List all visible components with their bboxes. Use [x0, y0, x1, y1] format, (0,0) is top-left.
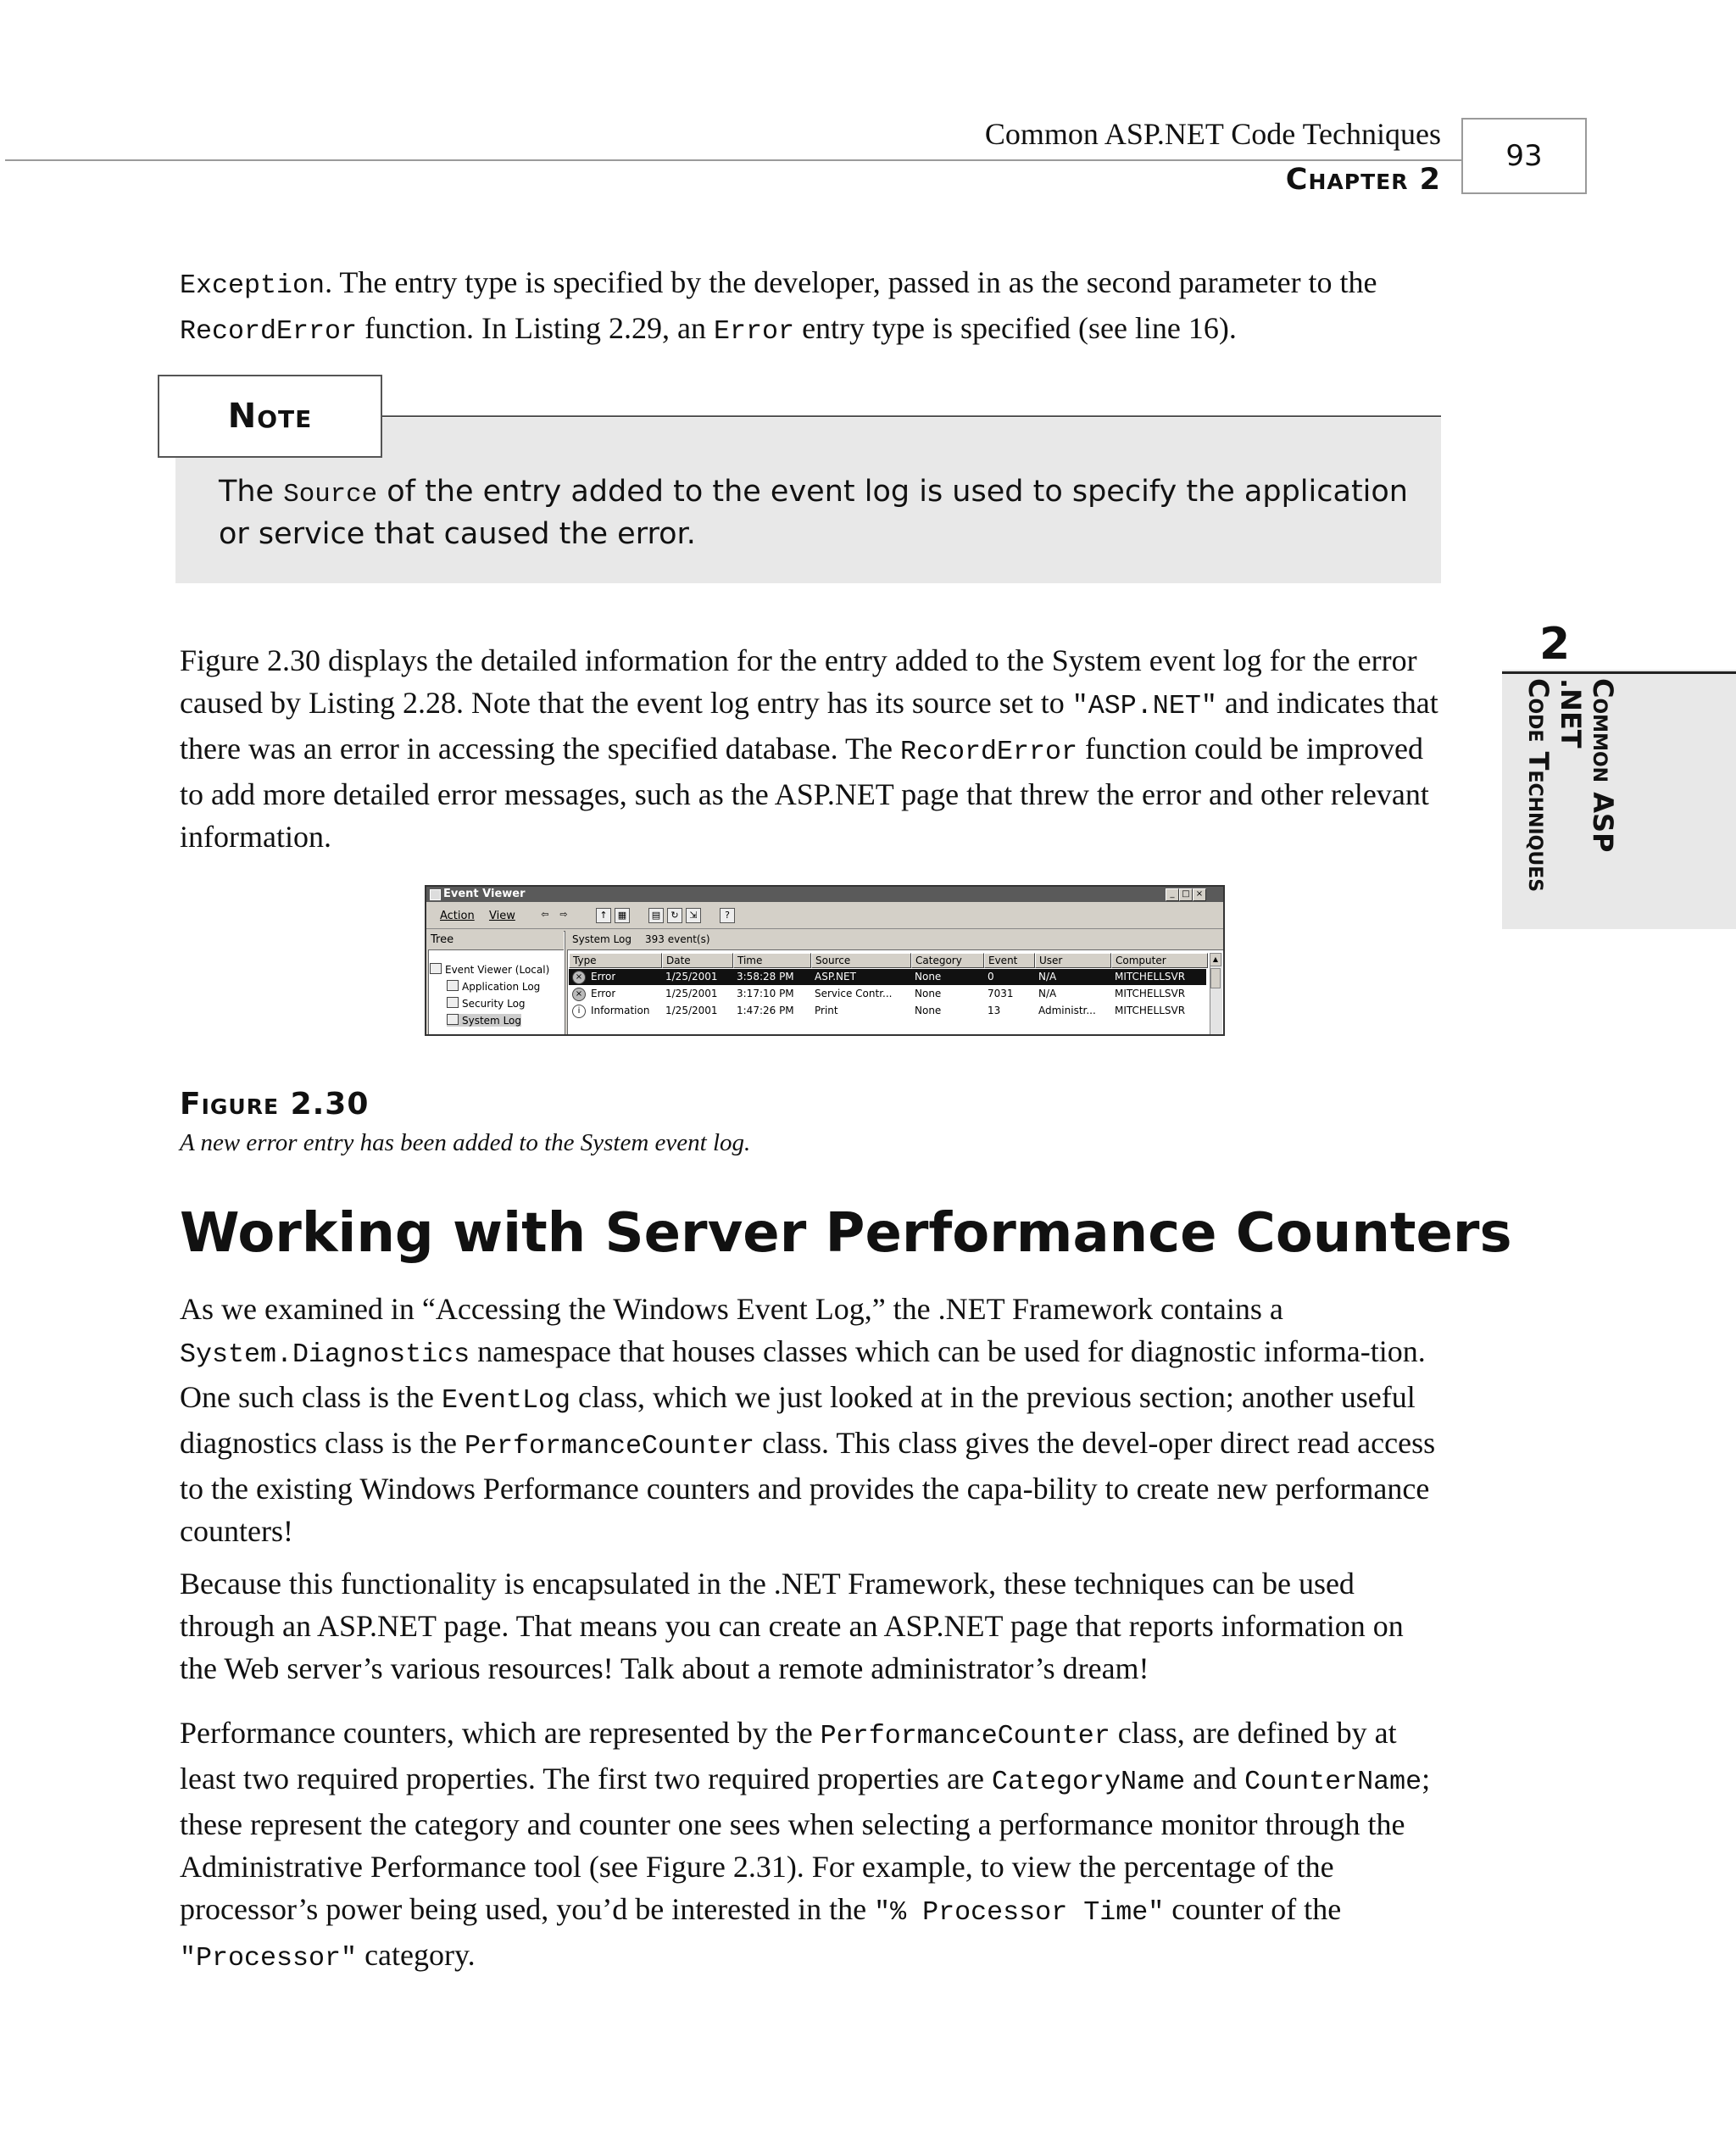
- ev-row-0: [569, 969, 1206, 985]
- text-run: and: [1185, 1762, 1245, 1795]
- note-rule: [381, 415, 1441, 417]
- tree-item-label: Application Log: [462, 981, 541, 993]
- scroll-up-icon: ▲: [1210, 953, 1221, 966]
- ev-cell-event: 0: [988, 971, 994, 983]
- ev-cell-type: Information: [591, 1005, 650, 1016]
- ev-window-title: Event Viewer: [443, 888, 526, 900]
- log-icon: [447, 980, 459, 991]
- ev-col-source: Source: [811, 953, 911, 968]
- inline-code: EventLog: [441, 1385, 570, 1416]
- text-run: class, which we just looked at in the previous section; another useful diagnostics class is the: [180, 1380, 1416, 1460]
- ev-cell-date: 1/25/2001: [665, 1005, 718, 1016]
- text-run: As we examined in “Accessing the Windows Event Log,” the .NET Framework contains a: [180, 1292, 1283, 1326]
- ev-row-2: [569, 1003, 1206, 1019]
- forward-arrow-icon: ⇨: [559, 909, 568, 920]
- inline-code: PerformanceCounter: [464, 1431, 755, 1461]
- inline-code: PerformanceCounter: [820, 1721, 1110, 1751]
- ev-cell-computer: MITCHELLSVR: [1115, 971, 1186, 983]
- ev-event-count: 393 event(s): [645, 933, 710, 945]
- ev-cell-time: 3:58:28 PM: [737, 971, 794, 983]
- ev-cell-time: 1:47:26 PM: [737, 1005, 794, 1016]
- paragraph-intro: [180, 261, 1443, 353]
- note-label: Note: [158, 375, 382, 458]
- ev-cell-event: 7031: [988, 988, 1014, 999]
- paragraph-counters-3: [180, 1712, 1443, 1979]
- text-run: . The entry type is specified by the developer, passed in as the second parameter to the: [325, 265, 1377, 299]
- text-run: ; these represent the category and counter one sees when selecting a performance monitor through the Administrative Performance tool (see Figure 2.31). For example, to view the percentage of the processor’s power being used, you’d be interested in the: [180, 1762, 1431, 1926]
- export-icon: ⇲: [686, 908, 701, 923]
- ev-app-icon: [430, 889, 441, 900]
- up-folder-icon: ↑: [596, 908, 611, 923]
- ev-cell-category: None: [915, 971, 942, 983]
- text-run: of the entry added to the event log is used to specify the application or service that caused the error.: [219, 475, 1408, 551]
- refresh-icon: ↻: [667, 908, 682, 923]
- paragraph-figure-description: [180, 639, 1443, 858]
- inline-code: "Processor": [180, 1943, 358, 1974]
- note-text: [219, 472, 1422, 554]
- text-run: class. This class gives the devel-oper direct read access to the existing Windows Performance counters and provides the capa-bility to create new performance counters!: [180, 1426, 1436, 1548]
- ev-cell-user: N/A: [1038, 988, 1057, 999]
- ev-cell-type: Error: [591, 988, 616, 999]
- ev-col-user: User: [1035, 953, 1111, 968]
- figure-label: Figure 2.30: [180, 1087, 370, 1122]
- text-run: category.: [357, 1938, 476, 1972]
- ev-cell-category: None: [915, 988, 942, 999]
- text-run: function. In Listing 2.29, an: [357, 311, 715, 345]
- inline-code: Exception: [180, 270, 326, 301]
- maximize-icon: □: [1179, 888, 1193, 901]
- header-rule: [5, 159, 1461, 161]
- log-icon: [447, 1014, 459, 1025]
- text-run: entry type is specified (see line 16).: [794, 311, 1237, 345]
- text-run: Figure 2.30 displays the detailed information for the entry added to the System event log for the error caused by Listing 2.28. Note that the event log entry has its source set to: [180, 643, 1417, 720]
- side-tab-rule: [1502, 671, 1736, 674]
- tree-item-label: Event Viewer (Local): [445, 964, 550, 976]
- paragraph-counters-2: Because this functionality is encapsulated in the .NET Framework, these techniques can be used through an ASP.NET page. That means you can create an ASP.NET page that reports information on the Web server’s various resources! Talk about a remote administrator’s dream!: [180, 1567, 1404, 1685]
- text-run: namespace that houses classes which can be used for diagnostic informa-tion. One such class is the: [180, 1334, 1426, 1414]
- inline-code: "% Processor Time": [874, 1897, 1165, 1928]
- ev-cell-source: Service Contr...: [815, 988, 893, 999]
- ev-tree-header: [428, 931, 564, 950]
- side-tab-number: 2: [1539, 619, 1571, 670]
- ev-col-category: Category: [911, 953, 984, 968]
- text-run: counter of the: [1164, 1892, 1342, 1926]
- inline-code: RecordError: [180, 316, 358, 347]
- back-arrow-icon: ⇦: [541, 909, 549, 920]
- minimize-icon: _: [1166, 888, 1179, 901]
- ev-cell-category: None: [915, 1005, 942, 1016]
- figure-caption: A new error entry has been added to the System event log.: [180, 1129, 751, 1156]
- ev-cell-event: 13: [988, 1005, 1001, 1016]
- tree-item-event-viewer-local: [430, 963, 549, 976]
- ev-col-computer: Computer: [1111, 953, 1208, 968]
- ev-list-title: System Log: [572, 933, 632, 945]
- tree-item-system-log: [447, 1014, 521, 1027]
- tree-item-label: Security Log: [462, 998, 526, 1010]
- text-run: function could be improved to add more detailed error messages, such as the ASP.NET page that threw the error and other relevant information.: [180, 732, 1429, 854]
- error-icon: ×: [572, 971, 586, 984]
- inline-code: CategoryName: [992, 1767, 1186, 1797]
- ev-cell-user: Administr...: [1038, 1005, 1096, 1016]
- ev-cell-source: ASP.NET: [815, 971, 856, 983]
- inline-code: Error: [714, 316, 795, 347]
- tree-item-security-log: [447, 997, 526, 1010]
- error-icon: ×: [572, 988, 586, 1001]
- ev-col-time: Time: [733, 953, 811, 968]
- side-tab-line-2: Code Techniques: [1522, 678, 1555, 893]
- ev-titlebar: [426, 887, 1223, 902]
- ev-cell-date: 1/25/2001: [665, 988, 718, 999]
- ev-menu-action: Action: [440, 910, 475, 922]
- inline-code: "ASP.NET": [1071, 691, 1217, 721]
- ev-col-event: Event: [984, 953, 1035, 968]
- ev-tree-label: Tree: [431, 933, 454, 946]
- event-viewer-screenshot: [425, 885, 1225, 1036]
- text-run: Performance counters, which are represented by the: [180, 1716, 821, 1750]
- paragraph-counters-1: [180, 1288, 1443, 1552]
- ev-col-date: Date: [662, 953, 733, 968]
- ev-toolbar: [426, 903, 1223, 929]
- text-run: class, are defined by at least two required properties. The first two required properties are: [180, 1716, 1397, 1795]
- ev-cell-type: Error: [591, 971, 616, 983]
- ev-cell-computer: MITCHELLSVR: [1115, 1005, 1186, 1016]
- ev-row-1: [569, 986, 1206, 1002]
- help-icon: ?: [720, 908, 735, 923]
- side-tab-text: [1522, 678, 1619, 924]
- page-number: 93: [1461, 118, 1587, 194]
- side-tab-line-1: Common ASP .NET: [1555, 678, 1619, 853]
- ev-cell-source: Print: [815, 1005, 838, 1016]
- ev-cell-date: 1/25/2001: [665, 971, 718, 983]
- log-icon: [447, 997, 459, 1008]
- text-run: The: [219, 475, 284, 509]
- ev-cell-time: 3:17:10 PM: [737, 988, 794, 999]
- close-icon: ×: [1193, 888, 1206, 901]
- tree-item-application-log: [447, 980, 540, 993]
- section-heading: Working with Server Performance Counters: [180, 1202, 1512, 1265]
- properties-icon: ▤: [648, 908, 664, 923]
- inline-code: Source: [283, 480, 378, 509]
- inline-code: CounterName: [1244, 1767, 1422, 1797]
- information-icon: i: [572, 1005, 586, 1018]
- running-header-chapter: Chapter 2: [1285, 163, 1441, 197]
- ev-scroll-thumb: [1210, 968, 1221, 988]
- ev-menu-view: View: [489, 910, 515, 922]
- ev-cell-user: N/A: [1038, 971, 1057, 983]
- running-header-title: Common ASP.NET Code Techniques: [984, 117, 1441, 151]
- ev-cell-computer: MITCHELLSVR: [1115, 988, 1186, 999]
- computer-icon: [430, 963, 442, 974]
- ev-list-caption: [567, 931, 1223, 950]
- inline-code: System.Diagnostics: [180, 1339, 470, 1370]
- tree-item-label: System Log: [462, 1015, 521, 1027]
- ev-col-type: Type: [569, 953, 662, 968]
- text-run: and indicates that there was an error in accessing the specified database. The: [180, 686, 1438, 766]
- show-tree-icon: ▦: [615, 908, 630, 923]
- inline-code: RecordError: [899, 737, 1078, 767]
